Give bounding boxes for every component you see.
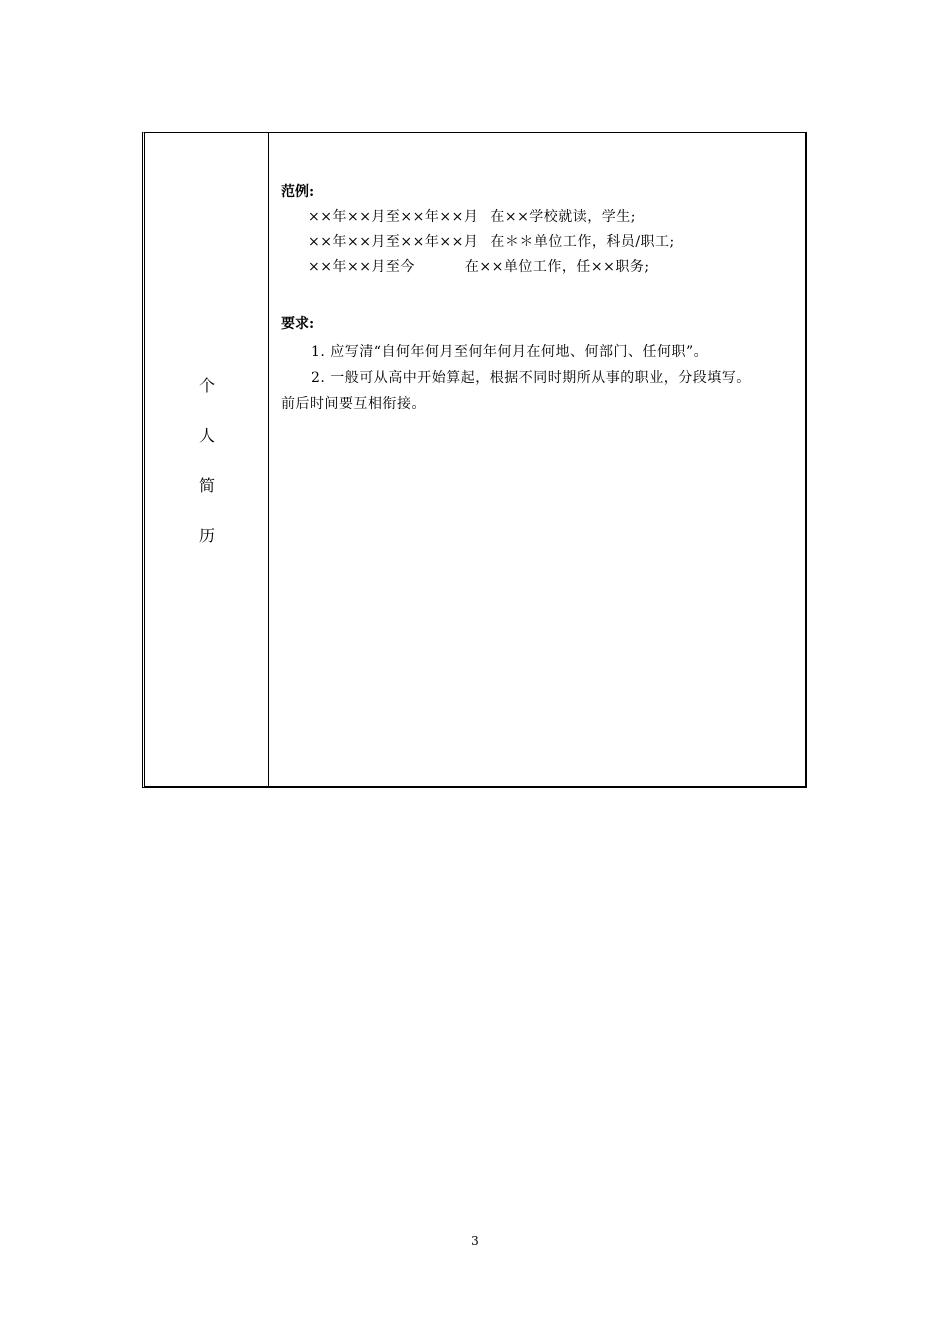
example-row — [281, 207, 797, 227]
page-number: 3 — [471, 1234, 479, 1248]
label-char: 简 — [198, 476, 215, 495]
requirement-item-continuation: 前后时间要互相衔接。 — [281, 396, 426, 412]
requirement-item: 1. 应写清“自何年何月至何年何月在何地、何部门、任何职”。 — [311, 344, 709, 360]
requirements-heading: 要求: — [281, 316, 315, 332]
example-period: ××年××月至××年××月 — [308, 209, 479, 225]
example-detail: 在××学校就读，学生; — [490, 209, 637, 225]
content-cell — [281, 133, 797, 786]
example-row — [281, 232, 797, 252]
label-char: 个 — [198, 376, 215, 395]
resume-table — [142, 132, 807, 788]
label-cell — [145, 133, 269, 786]
label-char: 历 — [198, 526, 215, 545]
example-row — [281, 257, 797, 277]
example-heading: 范例: — [281, 184, 315, 200]
example-period: ××年××月至今 — [308, 259, 415, 275]
example-detail: 在××单位工作，任××职务; — [464, 259, 650, 275]
example-period: ××年××月至××年××月 — [308, 234, 479, 250]
requirement-item: 2. 一般可从高中开始算起，根据不同时期所从事的职业，分段填写。 — [311, 370, 751, 386]
example-detail: 在＊＊单位工作，科员/职工; — [490, 234, 675, 250]
label-char: 人 — [198, 426, 215, 445]
